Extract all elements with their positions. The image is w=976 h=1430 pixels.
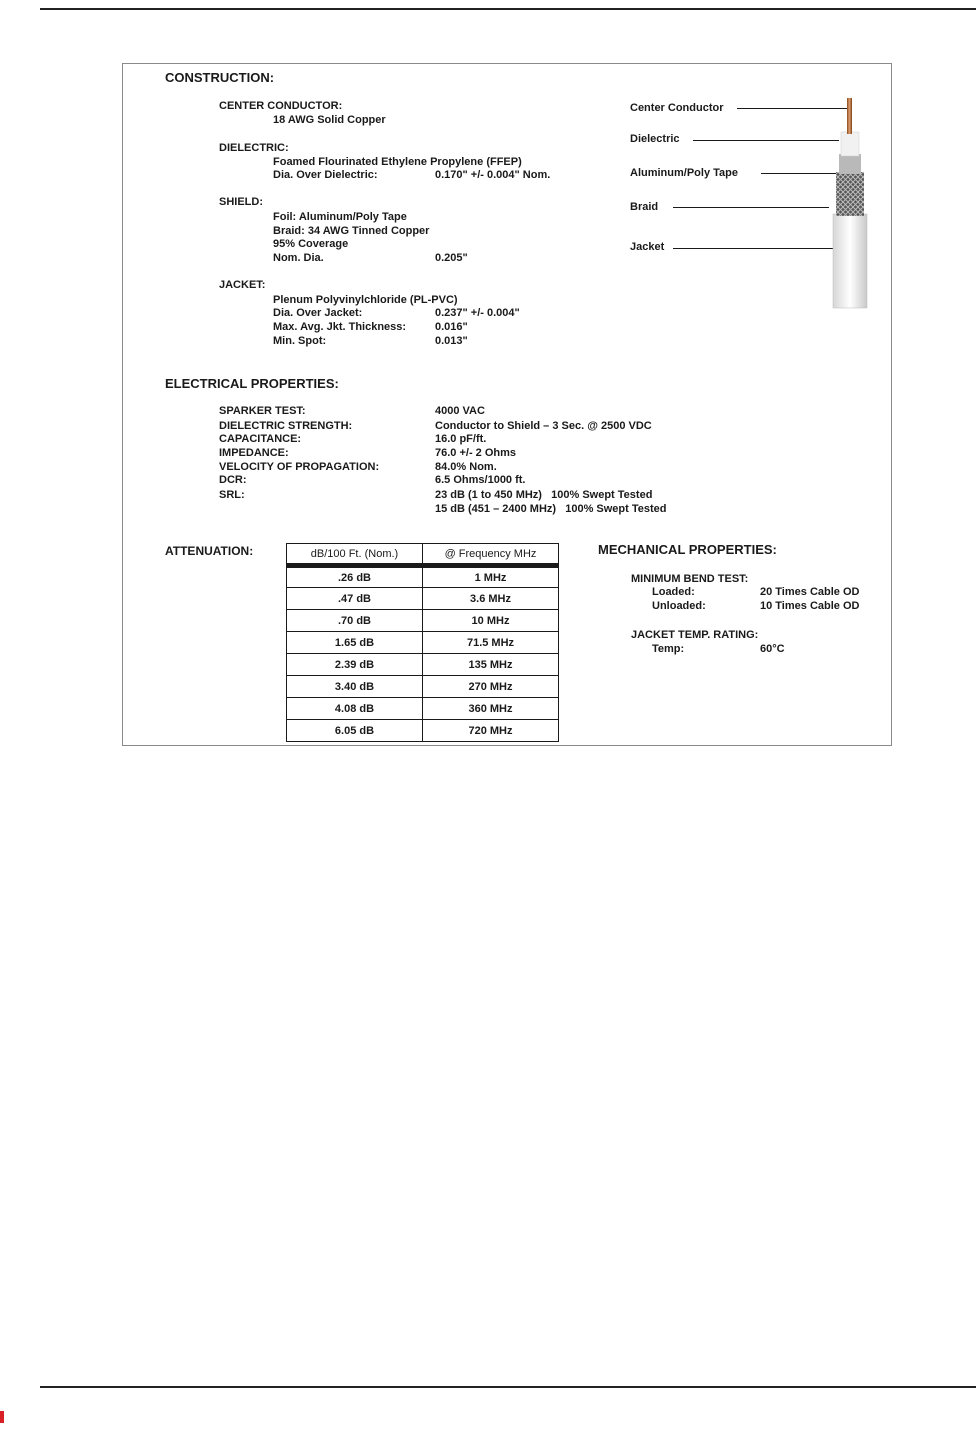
dielectric-dia-label: Dia. Over Dielectric: (273, 169, 378, 181)
leader-line (673, 248, 833, 249)
jacket-row-label: Max. Avg. Jkt. Thickness: (273, 321, 407, 333)
jacket-row-value: 0.016" (435, 321, 468, 333)
cable-label-jacket: Jacket (630, 241, 665, 253)
leader-line (673, 207, 829, 208)
table-row (287, 588, 559, 610)
jacket-material: Plenum Polyvinylchloride (PL-PVC) (273, 294, 458, 306)
table-cell: 1 MHz (423, 566, 559, 588)
cable-label-aluminum-poly-tape: Aluminum/Poly Tape (630, 167, 738, 179)
electrical-row-value: 23 dB (1 to 450 MHz) 100% Swept Tested (435, 489, 653, 501)
header-rule (40, 8, 976, 10)
spec-sheet (122, 63, 892, 746)
center-conductor-label: CENTER CONDUCTOR: (219, 100, 343, 112)
table-cell: 1.65 dB (287, 632, 423, 654)
table-row (287, 720, 559, 742)
electrical-row-label: CAPACITANCE: (219, 433, 302, 445)
dielectric-material: Foamed Flourinated Ethylene Propylene (FFEP) (273, 156, 522, 168)
table-row (287, 676, 559, 698)
table-row (287, 654, 559, 676)
table-row (287, 566, 559, 588)
table-cell: 135 MHz (423, 654, 559, 676)
cable-label-braid: Braid (630, 201, 659, 213)
jacket-temp-heading: JACKET TEMP. RATING: (631, 629, 759, 641)
table-cell: 360 MHz (423, 698, 559, 720)
electrical-row-label: VELOCITY OF PROPAGATION: (219, 461, 380, 473)
table-cell: 4.08 dB (287, 698, 423, 720)
bend-test-label: MINIMUM BEND TEST: (631, 573, 749, 585)
mechanical-heading: MECHANICAL PROPERTIES: (598, 542, 777, 557)
dielectric-dia-value: 0.170" +/- 0.004" Nom. (435, 169, 551, 181)
shield-dia-label: Nom. Dia. (273, 252, 324, 264)
cable-label-dielectric: Dielectric (630, 133, 680, 145)
electrical-row-value: 16.0 pF/ft. (435, 433, 487, 445)
table-cell: .70 dB (287, 610, 423, 632)
loaded-label: Loaded: (652, 586, 695, 598)
page-marker (0, 1411, 4, 1423)
jacket-row-label: Dia. Over Jacket: (273, 307, 363, 319)
construction-heading: CONSTRUCTION: (165, 70, 275, 85)
unloaded-value: 10 Times Cable OD (760, 600, 860, 612)
cable-label-center-conductor: Center Conductor (630, 102, 724, 114)
footer-rule (40, 1386, 976, 1388)
shield-foil: Foil: Aluminum/Poly Tape (273, 211, 407, 223)
table-cell: 6.05 dB (287, 720, 423, 742)
table-cell: 720 MHz (423, 720, 559, 742)
coax-cable-illustration (823, 92, 873, 312)
electrical-row-label: DCR: (219, 474, 247, 486)
table-cell: .26 dB (287, 566, 423, 588)
jacket-row-label: Min. Spot: (273, 335, 327, 347)
attenuation-table (286, 543, 559, 742)
electrical-row-label: IMPEDANCE: (219, 447, 289, 459)
table-cell: 71.5 MHz (423, 632, 559, 654)
jacket-row-value: 0.237" +/- 0.004" (435, 307, 520, 319)
temp-value: 60°C (760, 643, 785, 655)
center-conductor-value: 18 AWG Solid Copper (273, 114, 386, 126)
table-cell: .47 dB (287, 588, 423, 610)
leader-line (693, 140, 839, 141)
jacket-label: JACKET: (219, 279, 266, 291)
electrical-row-label: SRL: (219, 489, 245, 501)
table-row (287, 610, 559, 632)
temp-label: Temp: (652, 643, 685, 655)
table-row (287, 632, 559, 654)
electrical-row-label: SPARKER TEST: (219, 405, 306, 417)
electrical-row-value: 76.0 +/- 2 Ohms (435, 447, 517, 459)
electrical-row-label: DIELECTRIC STRENGTH: (219, 420, 353, 432)
electrical-row-value: 15 dB (451 – 2400 MHz) 100% Swept Tested (435, 503, 667, 515)
unloaded-label: Unloaded: (652, 600, 706, 612)
table-cell: 10 MHz (423, 610, 559, 632)
electrical-row-value: 6.5 Ohms/1000 ft. (435, 474, 526, 486)
table-cell: 270 MHz (423, 676, 559, 698)
shield-label: SHIELD: (219, 196, 263, 208)
electrical-heading: ELECTRICAL PROPERTIES: (165, 376, 339, 391)
column-header: dB/100 Ft. (Nom.) (287, 544, 423, 566)
table-cell: 2.39 dB (287, 654, 423, 676)
shield-coverage: 95% Coverage (273, 238, 349, 250)
table-cell: 3.6 MHz (423, 588, 559, 610)
column-header: @ Frequency MHz (423, 544, 559, 566)
dielectric-label: DIELECTRIC: (219, 142, 289, 154)
table-row (287, 698, 559, 720)
shield-braid: Braid: 34 AWG Tinned Copper (273, 225, 430, 237)
electrical-row-value: 84.0% Nom. (435, 461, 497, 473)
jacket-row-value: 0.013" (435, 335, 468, 347)
electrical-row-value: Conductor to Shield – 3 Sec. @ 2500 VDC (435, 420, 652, 432)
shield-dia-value: 0.205" (435, 252, 468, 264)
electrical-row-value: 4000 VAC (435, 405, 485, 417)
table-cell: 3.40 dB (287, 676, 423, 698)
table-header-row (287, 544, 559, 566)
loaded-value: 20 Times Cable OD (760, 586, 860, 598)
attenuation-heading: ATTENUATION: (165, 544, 254, 558)
